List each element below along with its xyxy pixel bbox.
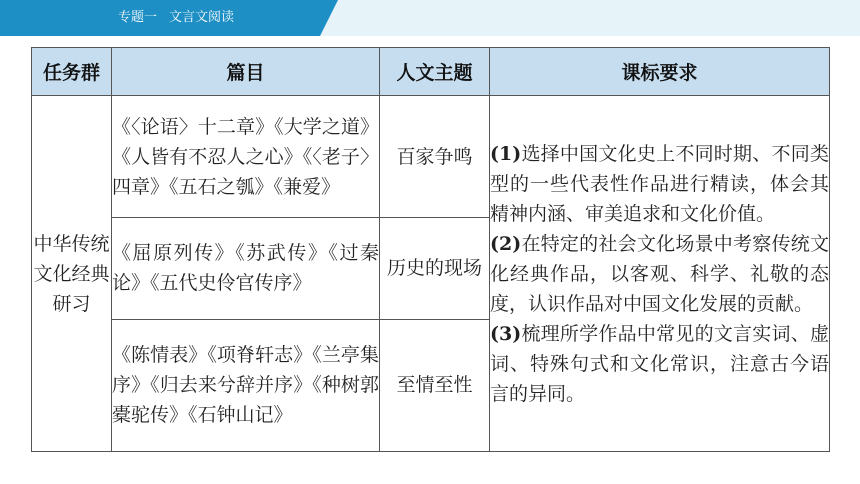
requirement-item <box>490 319 829 409</box>
table-row <box>32 96 830 218</box>
header-theme: 人文主题 <box>380 48 490 96</box>
theme-cell: 历史的现场 <box>380 218 490 320</box>
requirement-text: 在特定的社会文化场景中考察传统文化经典作品，以客观、科学、礼敬的态度，认识作品对中国文化发展的贡献。 <box>490 232 829 315</box>
requirement-number: (3) <box>490 322 522 345</box>
task-group-cell: 中华传统文化经典研习 <box>32 96 112 452</box>
theme-cell: 百家争鸣 <box>380 96 490 218</box>
requirement-number: (1) <box>490 142 522 165</box>
works-cell: 《屈原列传》《苏武传》《过秦论》《五代史伶官传序》 <box>112 218 380 320</box>
works-cell: 《〈论语〉十二章》《大学之道》《人皆有不忍人之心》《〈老子〉四章》《五石之瓠》《兼爱》 <box>112 96 380 218</box>
header-title <box>118 0 246 36</box>
curriculum-table <box>31 47 830 452</box>
header-task-group: 任务群 <box>32 48 112 96</box>
requirement-text: 选择中国文化史上不同时期、不同类型的一些代表性作品进行精读，体会其精神内涵、审美追求和文化价值。 <box>490 142 829 225</box>
works-cell: 《陈情表》《项脊轩志》《兰亭集序》《归去来兮辞并序》《种树郭橐驼传》《石钟山记》 <box>112 319 380 451</box>
header-requirements: 课标要求 <box>490 48 830 96</box>
requirement-number: (2) <box>490 232 522 255</box>
header-bar-light <box>320 0 860 36</box>
table-header-row <box>32 48 830 96</box>
requirement-item <box>490 229 829 319</box>
theme-cell: 至情至性 <box>380 319 490 451</box>
requirement-text: 梳理所学作品中常见的文言实词、虚词、特殊句式和文化常识，注意古今语言的异同。 <box>490 322 829 405</box>
requirement-item <box>490 139 829 229</box>
requirements-cell <box>490 96 830 452</box>
section-subtitle: 文言文阅读 <box>169 10 235 25</box>
section-label: 专题一 <box>118 10 158 25</box>
header-works: 篇目 <box>112 48 380 96</box>
header-bar <box>0 0 860 36</box>
